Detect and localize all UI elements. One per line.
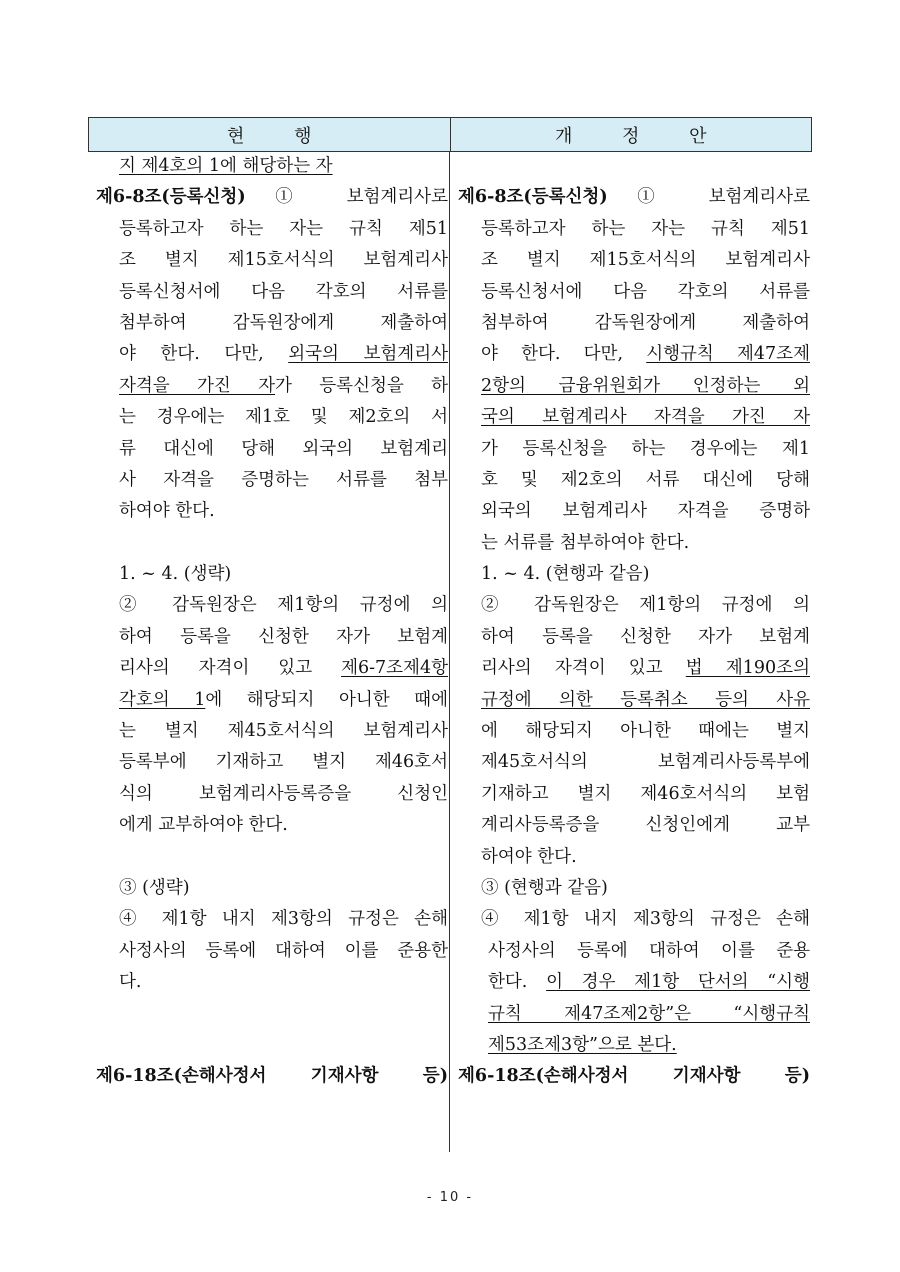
- text-line: 조 별지 제15호서식의 보험계리사: [119, 250, 448, 271]
- text-line: 기재하고 별지 제46호서식의 보험: [481, 783, 810, 804]
- article-heading: 제6-18조(손해사정서 기재사항 등): [458, 1066, 810, 1087]
- text-line: 하여 등록을 신청한 자가 보험계: [119, 626, 448, 647]
- text-line: 리사의 자격이 있고 법 제190조의: [481, 658, 810, 679]
- text-line: 한다. 이 경우 제1항 단서의 “시행: [488, 972, 810, 993]
- text-line: 제45호서식의 보험계리사등록부에: [481, 752, 810, 773]
- text-line: 규칙 제47조제2항”은 “시행규칙: [488, 1003, 810, 1024]
- text-line: ② 감독원장은 제1항의 규정에 의: [119, 595, 448, 616]
- current-column: [96, 151, 448, 1093]
- text-line: 첨부하여 감독원장에게 제출하여: [481, 312, 810, 333]
- table-header: [88, 117, 812, 152]
- header-current: 현 행: [89, 118, 451, 151]
- text-line: ④ 제1항 내지 제3항의 규정은 손해: [481, 909, 810, 930]
- text-line: 국의 보험계리사 자격을 가진 자: [481, 407, 810, 428]
- article-heading: 제6-8조(등록신청) ① 보험계리사로: [96, 187, 448, 208]
- revised-column: [458, 151, 810, 1093]
- article-heading: 제6-18조(손해사정서 기재사항 등): [96, 1066, 448, 1087]
- text-line: 사정사의 등록에 대하여 이를 준용: [488, 940, 810, 961]
- text-line: 1. ~ 4. (생략): [119, 564, 232, 585]
- text-line: 는 별지 제45호서식의 보험계리사: [119, 721, 448, 742]
- text-line: 외국의 보험계리사 자격을 증명하: [481, 501, 810, 522]
- text-line: 사 자격을 증명하는 서류를 첨부: [119, 469, 448, 490]
- text-line: 식의 보험계리사등록증을 신청인: [119, 783, 448, 804]
- comparison-table: [88, 117, 812, 1152]
- text-line: ② 감독원장은 제1항의 규정에 의: [481, 595, 810, 616]
- text-line: 하여 등록을 신청한 자가 보험계: [481, 626, 810, 647]
- header-revised: 개 정 안: [554, 125, 729, 147]
- text-line: 등록부에 기재하고 별지 제46호서: [119, 752, 448, 773]
- text-line: ④ 제1항 내지 제3항의 규정은 손해: [119, 909, 448, 930]
- text-line: 는 서류를 첨부하여야 한다.: [481, 532, 690, 553]
- text-line: 지 제4호의 1에 해당하는 자: [119, 156, 333, 176]
- text-line: 계리사등록증을 신청인에게 교부: [481, 815, 810, 836]
- text-line: 사정사의 등록에 대하여 이를 준용한: [119, 940, 448, 961]
- text-line: 가 등록신청을 하는 경우에는 제1: [481, 438, 810, 459]
- text-line: 1. ~ 4. (현행과 같음): [481, 564, 650, 585]
- text-line: ③ (생략): [119, 877, 190, 898]
- text-line: 는 경우에는 제1호 및 제2호의 서: [119, 407, 448, 428]
- article-heading: 제6-8조(등록신청) ① 보험계리사로: [458, 187, 810, 208]
- text-line: 리사의 자격이 있고 제6-7조제4항: [119, 658, 448, 679]
- text-line: 등록하고자 하는 자는 규칙 제51: [119, 218, 448, 239]
- page-number: - 10 -: [426, 1190, 474, 1205]
- text-line: 호 및 제2호의 서류 대신에 당해: [481, 469, 810, 490]
- text-line: 2항의 금융위원회가 인정하는 외: [481, 375, 810, 396]
- text-line: 각호의 1에 해당되지 아니한 때에: [119, 689, 448, 710]
- text-line: ③ (현행과 같음): [481, 877, 608, 898]
- text-line: 첨부하여 감독원장에게 제출하여: [119, 312, 448, 333]
- text-line: 류 대신에 당해 외국의 보험계리: [119, 438, 448, 459]
- text-line: 하여야 한다.: [481, 846, 577, 867]
- text-line: 등록신청서에 다음 각호의 서류를: [119, 281, 448, 302]
- text-line: 야 한다. 다만, 시행규칙 제47조제: [481, 344, 810, 365]
- text-line: 에 해당되지 아니한 때에는 별지: [481, 721, 810, 742]
- text-line: 제53조제3항”으로 본다.: [488, 1034, 677, 1055]
- text-line: 등록하고자 하는 자는 규칙 제51: [481, 218, 810, 239]
- text-line: 다.: [119, 972, 142, 993]
- text-line: 등록신청서에 다음 각호의 서류를: [481, 281, 810, 302]
- text-line: 야 한다. 다만, 외국의 보험계리사: [119, 344, 448, 365]
- column-divider: [449, 151, 450, 1152]
- text-line: 규정에 의한 등록취소 등의 사유: [481, 689, 810, 710]
- text-line: 하여야 한다.: [119, 501, 215, 522]
- text-line: 조 별지 제15호서식의 보험계리사: [481, 250, 810, 271]
- text-line: 에게 교부하여야 한다.: [119, 815, 288, 836]
- text-line: 자격을 가진 자가 등록신청을 하: [119, 375, 448, 396]
